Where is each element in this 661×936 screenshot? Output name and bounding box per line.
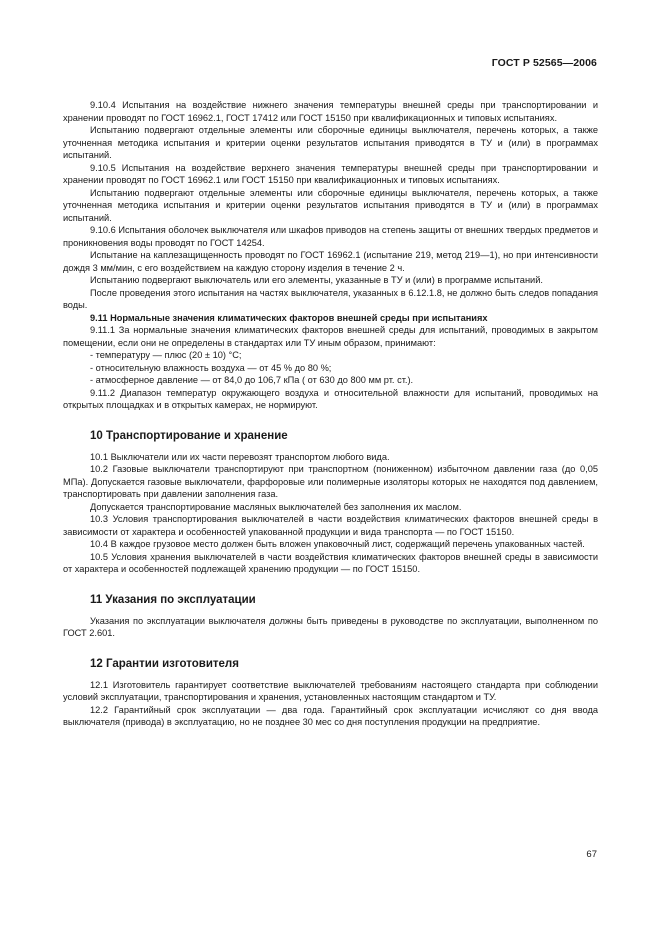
standard-header: ГОСТ Р 52565—2006 <box>491 57 597 69</box>
paragraph: 10.2 Газовые выключатели транспортируют при транспортном (пониженном) избыточном давлении газа (до 0,05 МПа). Допускается газовые выключатели, фарфоровые или полимерные изоляторы которых не находятся под давлением, транспортировать при давлении заполнения газа. <box>63 464 598 499</box>
paragraph: 10.4 В каждое грузовое место должен быть вложен упаковочный лист, содержащий перечень упакованных частей. <box>90 539 585 549</box>
paragraph: 9.11.2 Диапазон температур окружающего воздуха и относительной влажности для испытаний, проводимых на открытых площадках и в открытых камерах, не нормируют. <box>63 387 598 410</box>
list-item: - относительную влажность воздуха — от 45 % до 80 %; <box>90 362 332 373</box>
paragraph: 9.10.5 Испытания на воздействие верхнего значения температуры внешней среды при транспортировании и хранении проводят по ГОСТ 16962.1 или ГОСТ 15150 при квалификационных и типовых испытаниях. <box>63 162 598 185</box>
paragraph: 10.5 Условия хранения выключателей в части воздействия климатических факторов внешней среды в зависимости от характера и особенностей подлежащей хранению продукции — по ГОСТ 15150. <box>63 551 598 574</box>
section-11-title: 11 Указания по эксплуатации <box>90 593 256 606</box>
paragraph: После проведения этого испытания на частях выключателя, указанных в 6.12.1.8, не должно быть следов попадания воды. <box>63 287 598 310</box>
section-12-title: 12 Гарантии изготовителя <box>90 657 239 670</box>
paragraph: 10.3 Условия транспортирования выключателей в части воздействия климатических факторов внешней среды в зависимости от характера и особенностей упакованной продукции и вида транспорта — по ГОСТ 15150. <box>63 514 598 537</box>
page-number: 67 <box>586 849 597 860</box>
paragraph: Испытанию подвергают выключатель или его элементы, указанные в ТУ и (или) в программе испытаний. <box>90 275 543 285</box>
list-item: - температуру — плюс (20 ± 10) °С; <box>90 350 242 360</box>
paragraph: Указания по эксплуатации выключателя должны быть приведены в руководстве по эксплуатации, выполненном по ГОСТ 2.601. <box>63 615 598 638</box>
paragraph: 12.1 Изготовитель гарантирует соответствие выключателей требованиям настоящего стандарта при соблюдении условий эксплуатации, транспортирования и хранения, установленных настоящим стандартом и ТУ. <box>63 679 598 702</box>
paragraph: 9.10.6 Испытания оболочек выключателя или шкафов приводов на степень защиты от внешних твердых предметов и проникновения воды проводят по ГОСТ 14254. <box>63 225 598 248</box>
section-10-title: 10 Транспортирование и хранение <box>90 429 288 442</box>
paragraph: Испытание на каплезащищенность проводят по ГОСТ 16962.1 (испытание 219, метод 219—1), но при интенсивности дождя 3 мм/мин, с его воздействием на каждую сторону изделия в течение 2 ч. <box>63 250 598 273</box>
paragraph: Испытанию подвергают отдельные элементы или сборочные единицы выключателя, перечень которых, а также уточненная методика испытания и критерии оценки результатов испытания приводятся в ТУ и (или) в программах испытаний. <box>63 187 598 223</box>
page-content <box>63 99 598 729</box>
paragraph: 9.10.4 Испытания на воздействие нижнего значения температуры внешней среды при транспортировании и хранении проводят по ГОСТ 16962.1, ГОСТ 17412 или ГОСТ 15150 при квалификационных и типовых испытаниях. <box>63 100 598 123</box>
paragraph: Допускается транспортирование масляных выключателей без заполнения их маслом. <box>90 501 462 512</box>
paragraph: 10.1 Выключатели или их части перевозят транспортом любого вида. <box>90 451 390 462</box>
paragraph: 12.2 Гарантийный срок эксплуатации — два года. Гарантийный срок эксплуатации исчисляют со дня ввода выключателя (привода) в эксплуатацию, но не позднее 30 мес со дня поступления продукции на предприятие. <box>63 704 598 727</box>
list-item: - атмосферное давление — от 84,0 до 106,7 кПа ( от 630 до 800 мм рт. ст.). <box>90 375 414 385</box>
paragraph: 9.11.1 За нормальные значения климатических факторов внешней среды для испытаний, проводимых в закрытом помещении, если они не определены в стандартах или ТУ иным образом, принимают: <box>63 325 598 348</box>
paragraph: Испытанию подвергают отдельные элементы или сборочные единицы выключателя, перечень которых, а также уточненная методика испытания и критерии оценки результатов испытания приводятся в ТУ и (или) в программах испытаний. <box>63 125 598 160</box>
subheading-9-11: 9.11 Нормальные значения климатических факторов внешней среды при испытаниях <box>90 312 488 323</box>
